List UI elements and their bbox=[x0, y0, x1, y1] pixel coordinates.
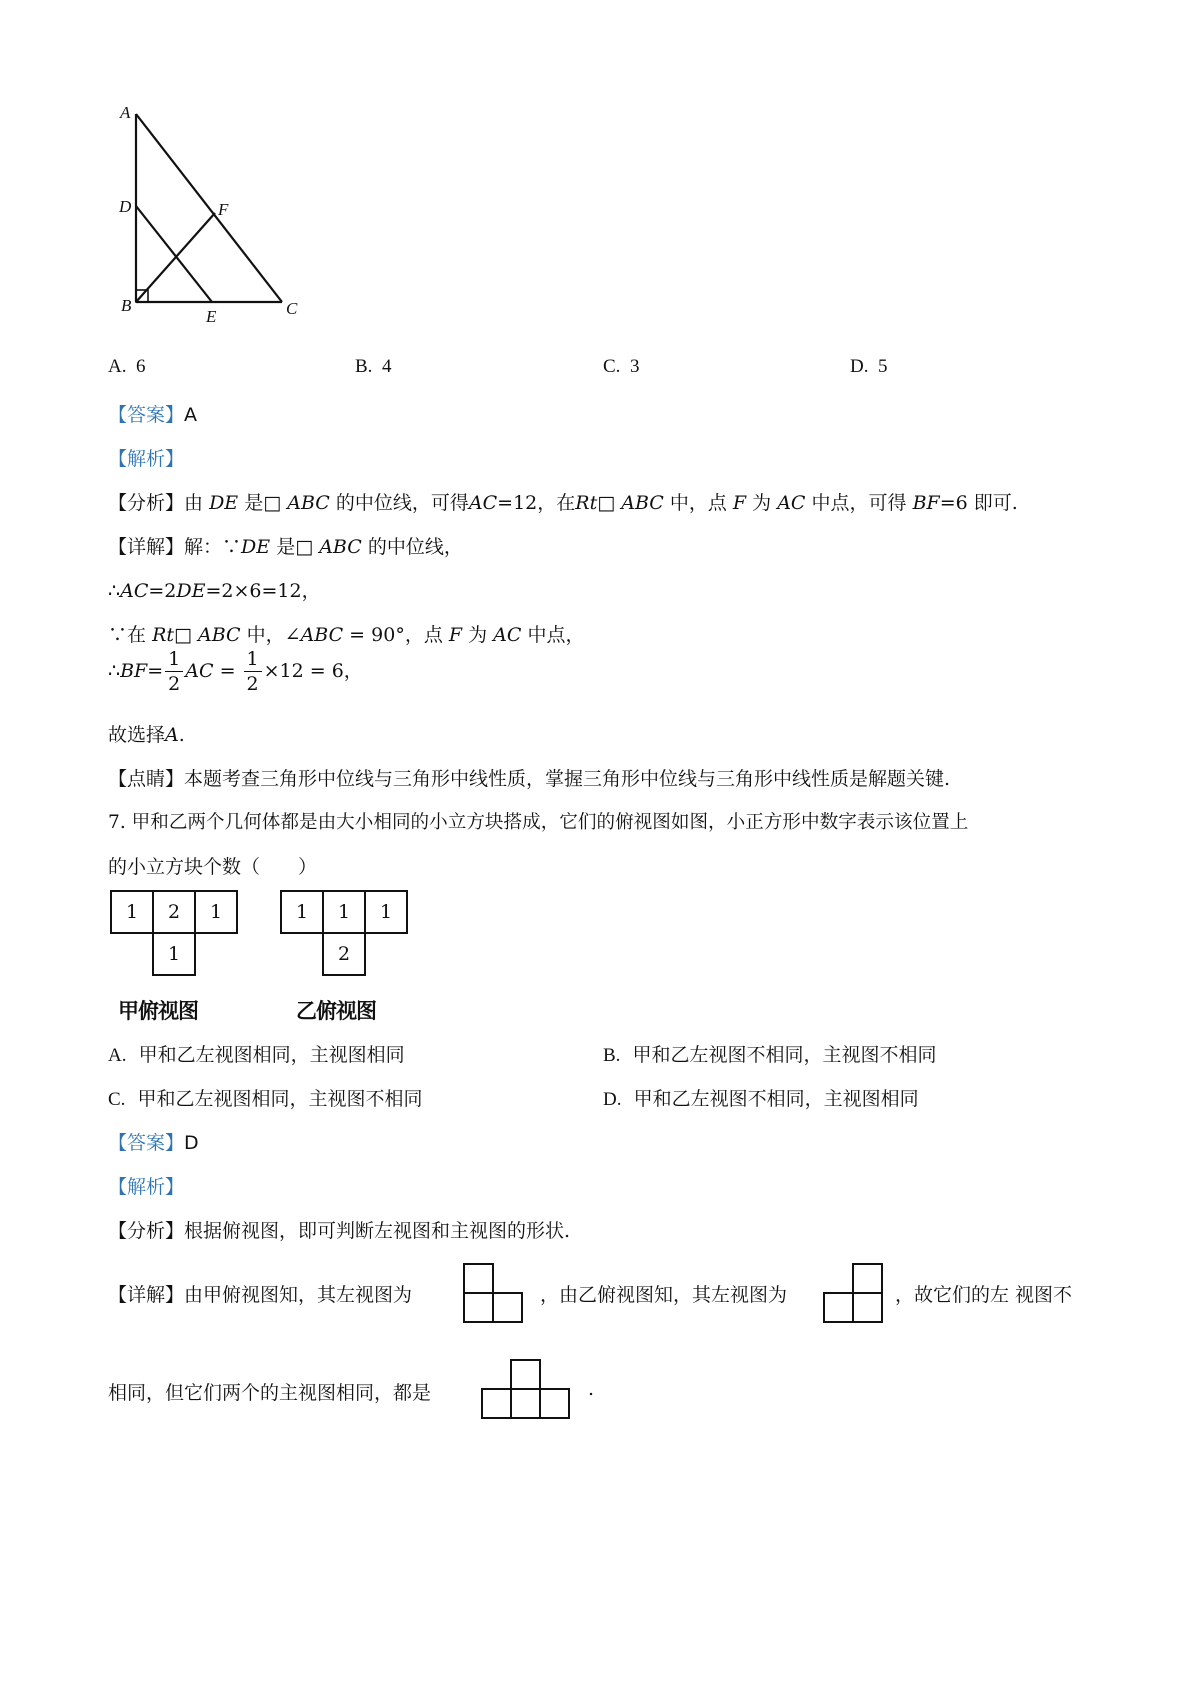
q7-xiangjie-line2: 相同，但它们两个的主视图相同，都是 bbox=[108, 1382, 432, 1404]
label-f: F bbox=[218, 200, 229, 219]
q6-analysis-tag: 【解析】 bbox=[108, 448, 185, 470]
answer-tag: 【答案】 bbox=[108, 1132, 185, 1154]
side-ac bbox=[136, 114, 282, 302]
main-view-figure bbox=[480, 1358, 572, 1420]
fraction-half: $\frac{1}{2}$ bbox=[244, 650, 262, 694]
q6-xiangjie-line3: ∵在 Rt□ ABC 中，∠ABC = 90°，点 F 为 AC 中点， bbox=[108, 624, 585, 646]
q6-xiangjie-line4: ∴BF= $\frac{1}{2}$ AC = $\frac{1}{2}$ ×12 = 6， bbox=[108, 648, 363, 695]
q7-xiangjie-line1b: ，由乙俯视图知，其左视图为 bbox=[540, 1284, 788, 1306]
yi-top-view bbox=[280, 890, 410, 976]
label-a: A bbox=[120, 103, 131, 122]
q6-option-c: C. 3 bbox=[603, 356, 640, 377]
q6-option-a: A. 6 bbox=[108, 356, 146, 377]
jia-caption: 甲俯视图 bbox=[118, 999, 198, 1023]
fraction-half: $\frac{1}{2}$ bbox=[165, 650, 183, 694]
q6-option-b: B. 4 bbox=[355, 356, 392, 377]
label-e: E bbox=[206, 307, 217, 326]
q7-stem-line2: 的小立方块个数（ ） bbox=[108, 856, 318, 878]
label-b: B bbox=[121, 296, 132, 315]
q7-option-a: A. 甲和乙左视图相同，主视图相同 bbox=[108, 1044, 405, 1066]
yi-caption: 乙俯视图 bbox=[296, 999, 376, 1023]
q7-option-c: C. 甲和乙左视图相同，主视图不相同 bbox=[108, 1088, 423, 1110]
q7-analysis-tag: 【解析】 bbox=[108, 1176, 185, 1198]
grid-cell: 1 bbox=[110, 890, 154, 934]
grid-cell: 2 bbox=[152, 890, 196, 934]
grid-cell: 1 bbox=[322, 890, 366, 934]
q6-xiangjie-line5: 故选择A. bbox=[108, 724, 185, 746]
q6-xiangjie-line1: 【详解】解：∵DE 是□ ABC 的中位线， bbox=[108, 536, 463, 558]
q6-answer: 【答案】A bbox=[108, 404, 198, 426]
q6-fenxi: 【分析】由 DE 是□ ABC 的中位线，可得AC=12，在Rt□ ABC 中，点 F 为 AC 中点，可得 BF=6 即可. bbox=[108, 492, 1018, 514]
grid-cell: 1 bbox=[194, 890, 238, 934]
triangle-figure bbox=[110, 100, 320, 330]
grid-cell: 1 bbox=[152, 932, 196, 976]
q6-option-d: D. 5 bbox=[850, 356, 888, 377]
q7-answer: 【答案】D bbox=[108, 1132, 199, 1154]
grid-cell: 1 bbox=[280, 890, 324, 934]
yi-left-view-figure bbox=[822, 1262, 884, 1324]
q7-xiangjie-line1c: ，故它们的左 视图不 bbox=[895, 1284, 1073, 1306]
q7-stem-line1: 7. 甲和乙两个几何体都是由大小相同的小立方块搭成，它们的俯视图如图，小正方形中数字表示该位置上 bbox=[108, 812, 969, 833]
jia-left-view-figure bbox=[462, 1262, 524, 1324]
q6-xiangjie-line2: ∴AC=2DE=2×6=12， bbox=[108, 580, 321, 602]
label-c: C bbox=[286, 299, 298, 318]
answer-tag: 【答案】 bbox=[108, 404, 185, 426]
label-d: D bbox=[119, 197, 132, 216]
q6-dianjing: 【点睛】本题考查三角形中位线与三角形中线性质，掌握三角形中位线与三角形中线性质是解题关键. bbox=[108, 768, 951, 790]
grid-cell: 2 bbox=[322, 932, 366, 976]
q7-option-d: D. 甲和乙左视图不相同，主视图相同 bbox=[603, 1088, 919, 1110]
q7-xiangjie-line1: 【详解】由甲俯视图知，其左视图为 bbox=[108, 1284, 413, 1306]
q7-option-b: B. 甲和乙左视图不相同，主视图不相同 bbox=[603, 1044, 937, 1066]
segment-bf bbox=[136, 213, 215, 302]
q7-xiangjie-end: . bbox=[588, 1378, 595, 1400]
jia-top-view bbox=[110, 890, 240, 976]
q7-fenxi: 【分析】根据俯视图，即可判断左视图和主视图的形状. bbox=[108, 1220, 571, 1242]
grid-cell: 1 bbox=[364, 890, 408, 934]
